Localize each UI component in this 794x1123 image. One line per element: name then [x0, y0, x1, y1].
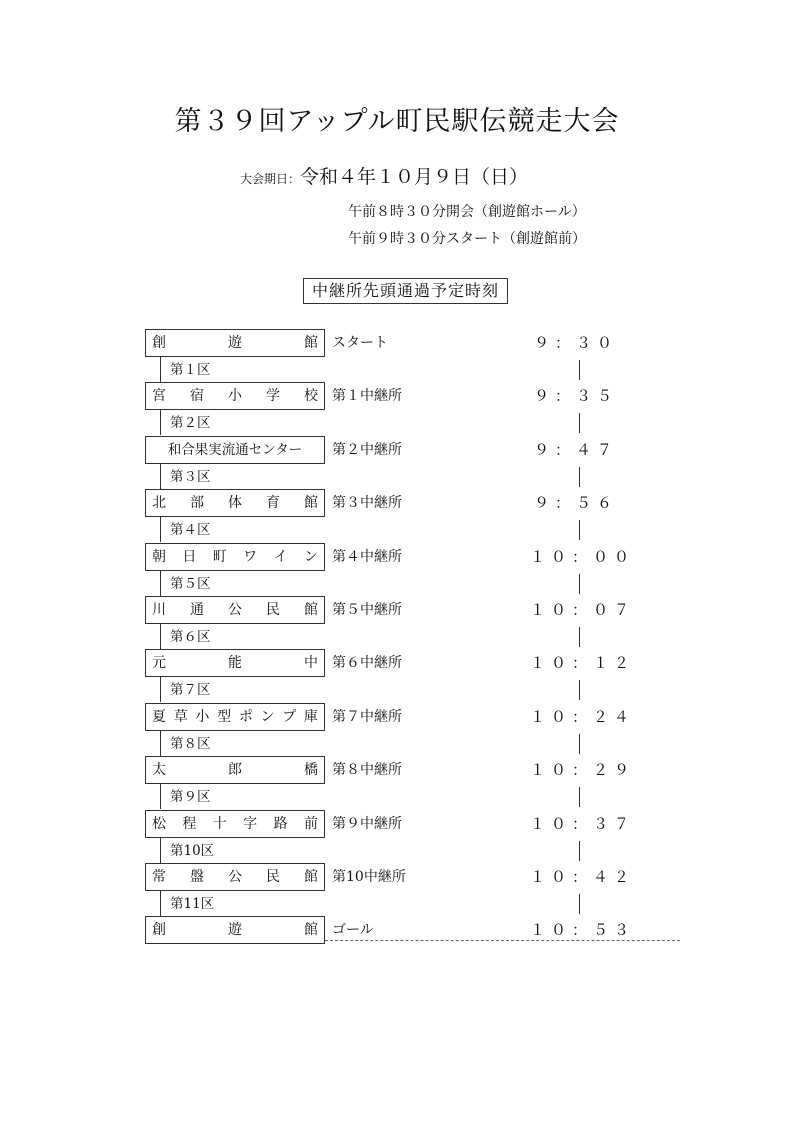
relay-times-heading: 中継所先頭通過予定時刻 — [303, 278, 508, 304]
station-name-char: 前 — [303, 816, 318, 832]
relay-point-label: スタート — [332, 335, 388, 351]
section-connector-line — [160, 464, 161, 489]
station-box — [145, 810, 325, 838]
passing-time: １０：００ — [530, 548, 636, 566]
station-name-char: 創 — [152, 335, 166, 351]
section-connector-line — [160, 677, 161, 702]
time-connector-line — [579, 734, 580, 754]
station-box — [145, 916, 325, 944]
passing-time: １０：０７ — [530, 601, 636, 619]
section-connector-line — [160, 891, 161, 916]
station-name-char: 育 — [266, 495, 280, 511]
station-name — [152, 330, 318, 356]
passing-time: ９：３０ — [533, 334, 618, 352]
station-name-char: 遊 — [228, 922, 242, 938]
passing-time: １０：４２ — [530, 868, 636, 886]
station-name-char: 能 — [228, 655, 242, 671]
station-name-char: 程 — [182, 816, 197, 832]
station-name-char: 宮 — [152, 388, 166, 404]
station-name-char: 朝 — [152, 549, 166, 565]
station-name-char: 体 — [228, 495, 242, 511]
station-name-char: 学 — [266, 388, 280, 404]
section-label: 第４区 — [170, 522, 211, 538]
station-box — [145, 543, 325, 571]
station-name-char: 川 — [152, 602, 166, 618]
station-box — [145, 329, 325, 357]
passing-time: ９：４７ — [533, 441, 618, 459]
station-name-char: 館 — [304, 922, 318, 938]
station-name-char: 郎 — [228, 762, 242, 778]
section-label: 第10区 — [170, 843, 215, 859]
station-name — [152, 650, 318, 676]
station-name-char: 庫 — [303, 709, 318, 725]
station-name-char: プ — [282, 709, 297, 725]
section-connector-line — [160, 838, 161, 863]
station-name — [152, 704, 318, 730]
relay-point-label: 第１中継所 — [332, 388, 402, 404]
station-name — [152, 917, 318, 943]
relay-point-label: 第８中継所 — [332, 762, 402, 778]
station-name-char: 通 — [190, 602, 204, 618]
time-connector-line — [579, 787, 580, 807]
relay-point-label: 第４中継所 — [332, 549, 402, 565]
station-name-char: ン — [303, 549, 318, 565]
section-label: 第２区 — [170, 415, 211, 431]
station-box — [145, 489, 325, 517]
section-connector-line — [160, 410, 161, 435]
station-name: 和合果実流通センター — [167, 442, 303, 458]
station-name-char: 草 — [173, 709, 188, 725]
time-connector-line — [579, 627, 580, 647]
station-name — [152, 864, 318, 890]
relay-point-label: 第９中継所 — [332, 816, 402, 832]
station-name-char: 中 — [304, 655, 318, 671]
station-box — [145, 756, 325, 784]
time-connector-line — [579, 574, 580, 594]
station-name-char: 太 — [152, 762, 166, 778]
section-label: 第６区 — [170, 629, 211, 645]
goal-dashed-line — [325, 940, 680, 941]
station-name-char: 校 — [304, 388, 318, 404]
station-name-char: 元 — [152, 655, 166, 671]
station-box — [145, 649, 325, 677]
station-name-char: 小 — [228, 388, 242, 404]
time-connector-line — [579, 680, 580, 700]
station-name-char: ン — [260, 709, 275, 725]
station-box — [145, 436, 325, 464]
station-name-char: 民 — [266, 602, 280, 618]
station-name-char: 館 — [304, 495, 318, 511]
station-name-char: 部 — [190, 495, 204, 511]
station-name-char: 公 — [228, 869, 242, 885]
station-box — [145, 703, 325, 731]
station-name-char: 創 — [152, 922, 166, 938]
station-box — [145, 382, 325, 410]
time-connector-line — [579, 520, 580, 540]
relay-point-label: ゴール — [332, 922, 374, 938]
station-name-char: 町 — [212, 549, 227, 565]
station-name-char: 小 — [195, 709, 210, 725]
station-name-char: ポ — [238, 709, 253, 725]
time-connector-line — [579, 467, 580, 487]
section-label: 第７区 — [170, 682, 211, 698]
relay-point-label: 第５中継所 — [332, 602, 402, 618]
schedule-opening: 午前８時３０分開会（創遊館ホール） — [348, 204, 586, 220]
section-connector-line — [160, 517, 161, 542]
passing-time: ９：３５ — [533, 387, 618, 405]
passing-time: １０：１２ — [530, 654, 636, 672]
station-box — [145, 863, 325, 891]
station-name-char: 館 — [304, 869, 318, 885]
section-label: 第11区 — [170, 896, 215, 912]
station-name-char: 遊 — [228, 335, 242, 351]
station-name-char: 宿 — [190, 388, 204, 404]
section-connector-line — [160, 357, 161, 382]
station-name-char: 夏 — [152, 709, 166, 725]
station-name-char: 日 — [182, 549, 197, 565]
relay-point-label: 第10中継所 — [332, 869, 406, 885]
event-date-value: 令和４年１０月９日（日） — [300, 166, 529, 188]
section-label: 第８区 — [170, 736, 211, 752]
station-name — [152, 544, 318, 570]
relay-point-label: 第７中継所 — [332, 709, 402, 725]
station-name-char: 民 — [266, 869, 280, 885]
section-label: 第３区 — [170, 469, 211, 485]
time-connector-line — [579, 413, 580, 433]
section-label: 第９区 — [170, 789, 211, 805]
station-name-char: 北 — [152, 495, 166, 511]
relay-point-label: 第３中継所 — [332, 495, 402, 511]
station-name-char: 橋 — [304, 762, 318, 778]
section-connector-line — [160, 624, 161, 649]
station-name-char: 盤 — [190, 869, 204, 885]
station-name — [152, 597, 318, 623]
time-connector-line — [579, 360, 580, 380]
station-name-char: 公 — [228, 602, 242, 618]
relay-point-label: 第６中継所 — [332, 655, 402, 671]
section-label: 第５区 — [170, 576, 211, 592]
station-name — [152, 383, 318, 409]
event-title: 第３９回アップル町民駅伝競走大会 — [174, 106, 620, 137]
time-connector-line — [579, 841, 580, 861]
passing-time: ９：５６ — [533, 494, 618, 512]
section-label: 第１区 — [170, 362, 211, 378]
time-connector-line — [579, 894, 580, 914]
station-name-char: 松 — [152, 816, 166, 832]
event-date-label: 大会期日： — [240, 172, 301, 186]
station-name — [152, 757, 318, 783]
station-name-char: 型 — [217, 709, 232, 725]
station-name-char: 常 — [152, 869, 166, 885]
relay-point-label: 第２中継所 — [332, 442, 402, 458]
passing-time: １０：２９ — [530, 761, 636, 779]
station-name-char: 十 — [212, 816, 227, 832]
station-name-char: 館 — [304, 602, 318, 618]
station-name-char: イ — [273, 549, 288, 565]
station-name — [152, 811, 318, 837]
section-connector-line — [160, 784, 161, 809]
section-connector-line — [160, 571, 161, 596]
station-box — [145, 596, 325, 624]
station-name — [152, 490, 318, 516]
station-name-char: 館 — [304, 335, 318, 351]
passing-time: １０：３７ — [530, 815, 636, 833]
section-connector-line — [160, 731, 161, 756]
passing-time: １０：５３ — [530, 921, 636, 939]
station-name-char: ワ — [243, 549, 258, 565]
station-name-char: 路 — [273, 816, 288, 832]
station-name-char: 字 — [243, 816, 258, 832]
schedule-start: 午前９時３０分スタート（創遊館前） — [348, 231, 586, 247]
passing-time: １０：２４ — [530, 708, 636, 726]
